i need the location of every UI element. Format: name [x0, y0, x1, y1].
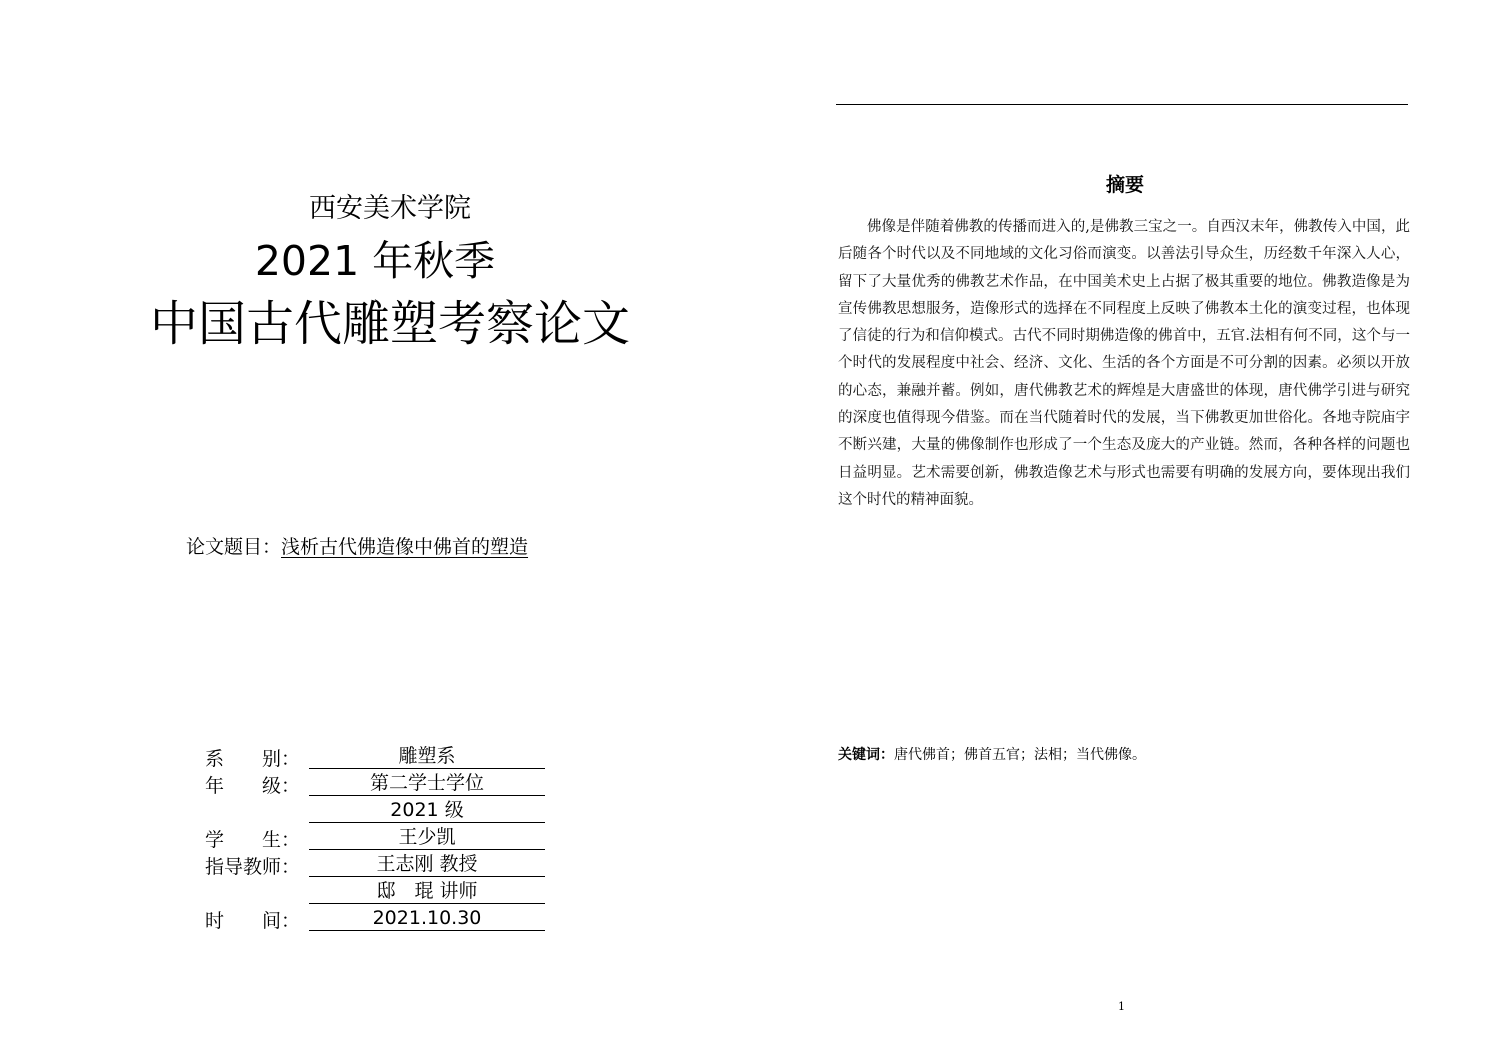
- semester-title: 2021 年秋季: [254, 237, 496, 285]
- info-label: 时 间：: [205, 910, 301, 932]
- info-value: 王志刚 教授: [309, 852, 545, 877]
- keywords: [838, 744, 1146, 764]
- school-name: 西安美术学院: [309, 193, 471, 224]
- info-value: 邸 琨 讲师: [309, 879, 545, 904]
- keywords-value: 唐代佛首；佛首五官；法相；当代佛像。: [894, 747, 1146, 763]
- info-value: 第二学士学位: [309, 771, 545, 796]
- topic-value: 浅析古代佛造像中佛首的塑造: [281, 536, 529, 558]
- keywords-label: 关键词：: [838, 747, 894, 763]
- info-label: 指导教师：: [205, 856, 301, 878]
- topic-label: 论文题目：: [186, 536, 282, 558]
- info-value: 王少凯: [309, 825, 545, 850]
- info-label: 系 别：: [205, 748, 301, 770]
- paper-title: 中国古代雕塑考察论文: [149, 296, 630, 352]
- info-value: 2021.10.30: [309, 906, 545, 931]
- abstract-body: 佛像是伴随着佛教的传播而进入的,是佛教三宝之一。自西汉末年，佛教传入中国，此后随各个时代以及不同地域的文化习俗而演变。以善法引导众生，历经数千年深入人心，留下了大量优秀的佛教艺术作品，在中国美术史上占据了极其重要的地位。佛教造像是为宣传佛教思想服务，造像形式的选择在不同程度上反映了佛教本土化的演变过程，也体现了信徒的行为和信仰模式。古代不同时期佛造像的佛首中，五官.法相有何不同，这个与一个时代的发展程度中社会、经济、文化、生活的各个方面是不可分割的因素。必须以开放的心态，兼融并蓄。例如，唐代佛教艺术的辉煌是大唐盛世的体现，唐代佛学引进与研究的深度也值得现今借鉴。而在当代随着时代的发展，当下佛教更加世俗化。各地寺院庙宇不断兴建，大量的佛像制作也形成了一个生态及庞大的产业链。然而，各种各样的问题也日益明显。艺术需要创新，佛教造像艺术与形式也需要有明确的发展方向，要体现出我们这个时代的精神面貌。: [838, 219, 1410, 508]
- abstract-page: [750, 0, 1500, 1061]
- info-label: 学 生：: [205, 829, 301, 851]
- info-value: 2021 级: [309, 798, 545, 823]
- header-rule: [836, 104, 1408, 105]
- page-number: 1: [1118, 1000, 1125, 1013]
- info-value: 雕塑系: [309, 744, 545, 769]
- abstract-heading: 摘要: [1105, 174, 1144, 196]
- paper-topic: [186, 532, 528, 559]
- info-label: 年 级：: [205, 775, 301, 797]
